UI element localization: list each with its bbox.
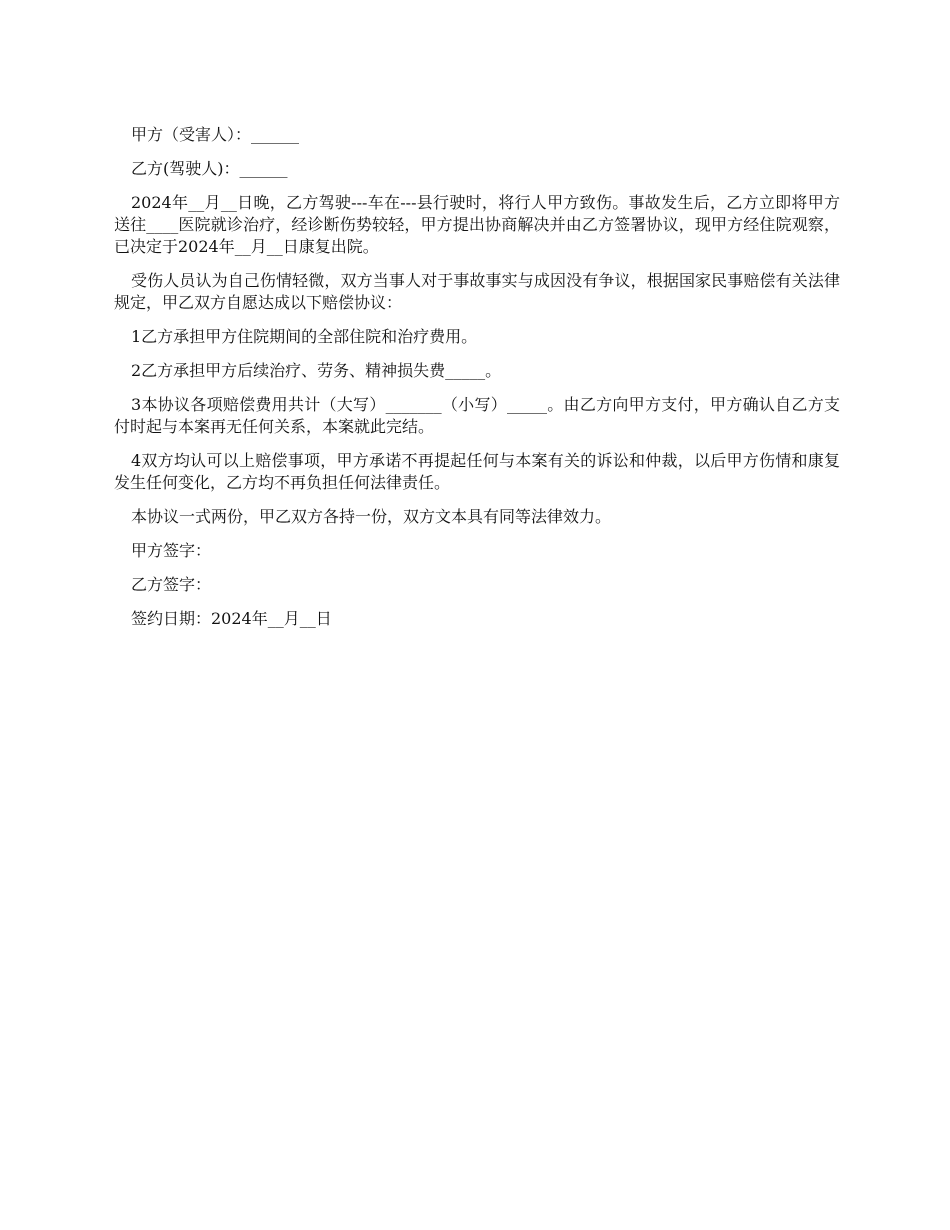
copies-statement: 本协议一式两份，甲乙双方各持一份，双方文本具有同等法律效力。 — [131, 507, 612, 526]
party-b-line: 乙方(驾驶人)：______ — [131, 159, 288, 178]
party-a-line: 甲方（受害人）：______ — [131, 125, 300, 144]
incident-paragraph: 2024年__月__日晚，乙方驾驶---车在---县行驶时，将行人甲方致伤。事故发生后，乙方立即将甲方送往____医院就诊治疗，经诊断伤势较轻，甲方提出协商解决并由乙方签署协议，现甲方经住院观察，已决定于2024年__月__日康复出院。 — [114, 193, 840, 256]
clause-2: 2乙方承担甲方后续治疗、劳务、精神损失费_____。 — [131, 361, 502, 380]
party-b-signature: 乙方签字： — [131, 575, 212, 594]
agreement-basis-paragraph: 受伤人员认为自己伤情轻微，双方当事人对于事故事实与成因没有争议，根据国家民事赔偿有关法律规定，甲乙双方自愿达成以下赔偿协议： — [114, 271, 840, 312]
document-body — [114, 124, 840, 642]
signing-date: 签约日期：2024年__月__日 — [131, 609, 332, 628]
party-a-signature: 甲方签字： — [131, 541, 212, 560]
clause-1: 1乙方承担甲方住院期间的全部住院和治疗费用。 — [131, 327, 478, 346]
clause-4: 4双方均认可以上赔偿事项，甲方承诺不再提起任何与本案有关的诉讼和仲裁，以后甲方伤情和康复发生任何变化，乙方均不再负担任何法律责任。 — [114, 451, 840, 492]
clause-3: 3本协议各项赔偿费用共计（大写）_______（小写）_____。由乙方向甲方支付，甲方确认自乙方支付时起与本案再无任何关系，本案就此完结。 — [114, 395, 840, 436]
